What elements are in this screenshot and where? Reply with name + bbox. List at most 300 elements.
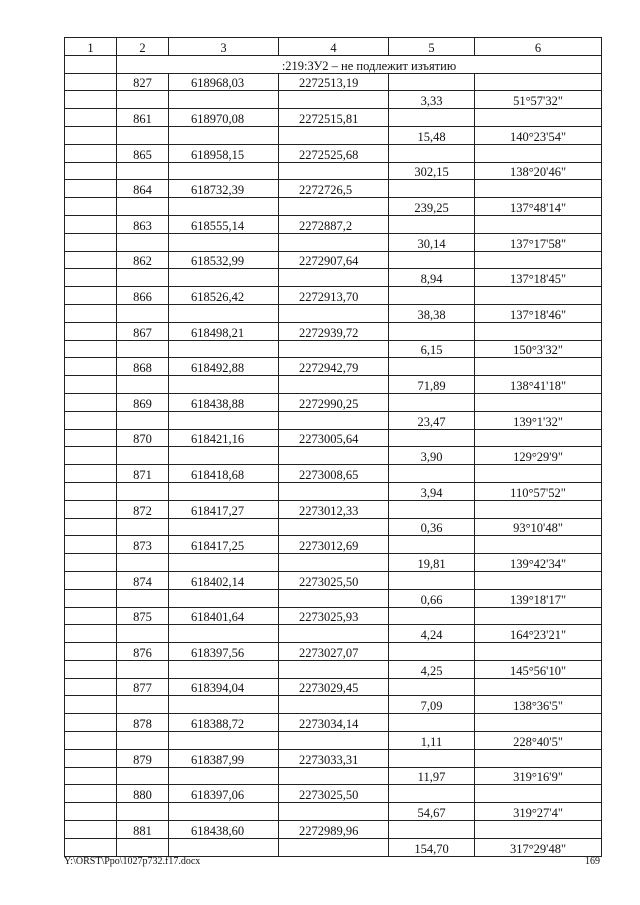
coord-y: 2273025,50 — [279, 785, 389, 803]
empty-cell — [169, 518, 279, 536]
empty-cell — [65, 429, 117, 447]
empty-cell — [117, 304, 169, 322]
empty-cell — [279, 198, 389, 216]
coord-y: 2272907,64 — [279, 251, 389, 269]
segment-length: 30,14 — [389, 233, 475, 251]
segment-bearing: 137°18'45" — [475, 269, 602, 287]
coord-x: 618417,25 — [169, 536, 279, 554]
header-col-1: 1 — [65, 38, 117, 56]
coord-y: 2273025,93 — [279, 607, 389, 625]
segment-length: 1,11 — [389, 732, 475, 750]
empty-cell — [65, 287, 117, 305]
empty-cell — [65, 340, 117, 358]
empty-cell — [475, 215, 602, 233]
empty-cell — [279, 233, 389, 251]
empty-cell — [117, 625, 169, 643]
empty-cell — [475, 465, 602, 483]
point-number: 864 — [117, 180, 169, 198]
empty-cell — [65, 73, 117, 91]
segment-length: 0,66 — [389, 589, 475, 607]
segment-row — [65, 126, 602, 144]
coord-y: 2272525,68 — [279, 144, 389, 162]
empty-cell — [279, 376, 389, 394]
point-row — [65, 749, 602, 767]
coord-y: 2273029,45 — [279, 678, 389, 696]
empty-cell — [65, 643, 117, 661]
footer-file-path: Y:\ORST\Ppo\1027p732.f17.docx — [64, 856, 201, 867]
empty-cell — [65, 109, 117, 127]
point-number: 878 — [117, 714, 169, 732]
section-row — [65, 55, 602, 73]
segment-row — [65, 162, 602, 180]
coord-x: 618397,06 — [169, 785, 279, 803]
empty-cell — [169, 198, 279, 216]
empty-cell — [475, 500, 602, 518]
empty-cell — [65, 660, 117, 678]
empty-cell — [169, 767, 279, 785]
segment-length: 23,47 — [389, 411, 475, 429]
empty-cell — [475, 180, 602, 198]
empty-cell — [65, 536, 117, 554]
point-number: 867 — [117, 322, 169, 340]
segment-row — [65, 589, 602, 607]
empty-cell — [475, 144, 602, 162]
empty-cell — [475, 109, 602, 127]
empty-cell — [389, 536, 475, 554]
empty-cell — [65, 180, 117, 198]
empty-cell — [279, 803, 389, 821]
coord-x: 618421,16 — [169, 429, 279, 447]
coord-x: 618438,88 — [169, 393, 279, 411]
point-number: 863 — [117, 215, 169, 233]
point-row — [65, 144, 602, 162]
empty-cell — [65, 821, 117, 839]
empty-cell — [279, 162, 389, 180]
coord-x: 618526,42 — [169, 287, 279, 305]
empty-cell — [65, 554, 117, 572]
empty-cell — [389, 322, 475, 340]
empty-cell — [65, 785, 117, 803]
empty-cell — [279, 660, 389, 678]
segment-length: 19,81 — [389, 554, 475, 572]
point-number: 861 — [117, 109, 169, 127]
point-number: 871 — [117, 465, 169, 483]
segment-bearing: 110°57'52" — [475, 482, 602, 500]
footer-page-number: 169 — [585, 856, 600, 867]
coord-x: 618388,72 — [169, 714, 279, 732]
point-number: 881 — [117, 821, 169, 839]
empty-cell — [65, 198, 117, 216]
coord-x: 618438,60 — [169, 821, 279, 839]
header-col-3: 3 — [169, 38, 279, 56]
segment-length: 4,24 — [389, 625, 475, 643]
empty-cell — [169, 660, 279, 678]
segment-row — [65, 482, 602, 500]
coordinates-table-body — [65, 38, 602, 857]
empty-cell — [389, 251, 475, 269]
empty-cell — [389, 358, 475, 376]
point-number: 873 — [117, 536, 169, 554]
segment-row — [65, 625, 602, 643]
empty-cell — [117, 233, 169, 251]
empty-cell — [389, 429, 475, 447]
empty-cell — [117, 447, 169, 465]
point-number: 865 — [117, 144, 169, 162]
empty-cell — [389, 180, 475, 198]
point-number: 874 — [117, 571, 169, 589]
segment-bearing: 138°36'5" — [475, 696, 602, 714]
point-row — [65, 465, 602, 483]
empty-cell — [279, 482, 389, 500]
empty-cell — [117, 732, 169, 750]
empty-cell — [169, 162, 279, 180]
empty-cell — [65, 625, 117, 643]
empty-cell — [117, 269, 169, 287]
empty-cell — [117, 589, 169, 607]
empty-cell — [169, 126, 279, 144]
empty-cell — [475, 429, 602, 447]
empty-cell — [65, 376, 117, 394]
segment-bearing: 140°23'54" — [475, 126, 602, 144]
segment-length: 3,90 — [389, 447, 475, 465]
empty-cell — [475, 643, 602, 661]
empty-cell — [65, 571, 117, 589]
empty-cell — [475, 536, 602, 554]
point-row — [65, 215, 602, 233]
segment-bearing: 164°23'21" — [475, 625, 602, 643]
coord-y: 2272513,19 — [279, 73, 389, 91]
segment-length: 239,25 — [389, 198, 475, 216]
segment-length: 7,09 — [389, 696, 475, 714]
empty-cell — [65, 465, 117, 483]
empty-cell — [65, 393, 117, 411]
empty-cell — [389, 785, 475, 803]
empty-cell — [117, 803, 169, 821]
segment-length: 302,15 — [389, 162, 475, 180]
empty-cell — [169, 233, 279, 251]
section-empty-cell — [65, 55, 117, 73]
segment-length: 3,33 — [389, 91, 475, 109]
empty-cell — [169, 554, 279, 572]
empty-cell — [65, 696, 117, 714]
empty-cell — [65, 215, 117, 233]
empty-cell — [169, 803, 279, 821]
header-col-2: 2 — [117, 38, 169, 56]
empty-cell — [475, 287, 602, 305]
segment-row — [65, 91, 602, 109]
segment-length: 11,97 — [389, 767, 475, 785]
empty-cell — [279, 91, 389, 109]
empty-cell — [389, 109, 475, 127]
coord-x: 618418,68 — [169, 465, 279, 483]
segment-bearing: 228°40'5" — [475, 732, 602, 750]
segment-row — [65, 340, 602, 358]
segment-row — [65, 304, 602, 322]
empty-cell — [169, 838, 279, 856]
segment-bearing: 137°48'14" — [475, 198, 602, 216]
segment-bearing: 129°29'9" — [475, 447, 602, 465]
empty-cell — [279, 589, 389, 607]
empty-cell — [475, 322, 602, 340]
segment-length: 4,25 — [389, 660, 475, 678]
segment-row — [65, 447, 602, 465]
empty-cell — [117, 376, 169, 394]
empty-cell — [475, 749, 602, 767]
coord-y: 2273012,33 — [279, 500, 389, 518]
point-number: 862 — [117, 251, 169, 269]
empty-cell — [389, 287, 475, 305]
segment-length: 154,70 — [389, 838, 475, 856]
empty-cell — [389, 571, 475, 589]
empty-cell — [65, 91, 117, 109]
empty-cell — [389, 607, 475, 625]
empty-cell — [65, 838, 117, 856]
empty-cell — [279, 269, 389, 287]
empty-cell — [169, 376, 279, 394]
empty-cell — [279, 767, 389, 785]
point-number: 866 — [117, 287, 169, 305]
header-col-4: 4 — [279, 38, 389, 56]
segment-bearing: 319°16'9" — [475, 767, 602, 785]
segment-row — [65, 767, 602, 785]
empty-cell — [117, 126, 169, 144]
empty-cell — [65, 749, 117, 767]
coord-x: 618970,08 — [169, 109, 279, 127]
empty-cell — [117, 696, 169, 714]
segment-bearing: 317°29'48" — [475, 838, 602, 856]
coord-y: 2273008,65 — [279, 465, 389, 483]
point-number: 869 — [117, 393, 169, 411]
empty-cell — [65, 518, 117, 536]
empty-cell — [65, 767, 117, 785]
segment-row — [65, 838, 602, 856]
segment-row — [65, 660, 602, 678]
empty-cell — [65, 144, 117, 162]
empty-cell — [117, 411, 169, 429]
segment-bearing: 319°27'4" — [475, 803, 602, 821]
coord-y: 2272939,72 — [279, 322, 389, 340]
empty-cell — [65, 233, 117, 251]
coord-y: 2272515,81 — [279, 109, 389, 127]
coord-x: 618387,99 — [169, 749, 279, 767]
point-row — [65, 393, 602, 411]
empty-cell — [389, 714, 475, 732]
segment-row — [65, 803, 602, 821]
point-row — [65, 287, 602, 305]
point-row — [65, 536, 602, 554]
coord-y: 2273025,50 — [279, 571, 389, 589]
empty-cell — [65, 678, 117, 696]
point-row — [65, 571, 602, 589]
segment-row — [65, 376, 602, 394]
point-number: 880 — [117, 785, 169, 803]
segment-length: 8,94 — [389, 269, 475, 287]
point-number: 868 — [117, 358, 169, 376]
empty-cell — [169, 91, 279, 109]
empty-cell — [475, 607, 602, 625]
empty-cell — [389, 821, 475, 839]
empty-cell — [117, 518, 169, 536]
segment-row — [65, 696, 602, 714]
empty-cell — [169, 732, 279, 750]
point-number: 875 — [117, 607, 169, 625]
point-row — [65, 678, 602, 696]
empty-cell — [169, 340, 279, 358]
empty-cell — [475, 251, 602, 269]
empty-cell — [475, 678, 602, 696]
empty-cell — [65, 162, 117, 180]
empty-cell — [169, 304, 279, 322]
empty-cell — [475, 714, 602, 732]
empty-cell — [169, 411, 279, 429]
segment-length: 6,15 — [389, 340, 475, 358]
coord-x: 618394,04 — [169, 678, 279, 696]
empty-cell — [475, 73, 602, 91]
empty-cell — [389, 678, 475, 696]
point-row — [65, 73, 602, 91]
point-row — [65, 358, 602, 376]
coord-x: 618397,56 — [169, 643, 279, 661]
segment-length: 0,36 — [389, 518, 475, 536]
empty-cell — [65, 803, 117, 821]
segment-row — [65, 233, 602, 251]
segment-row — [65, 732, 602, 750]
point-number: 827 — [117, 73, 169, 91]
point-row — [65, 643, 602, 661]
empty-cell — [117, 198, 169, 216]
empty-cell — [279, 518, 389, 536]
segment-length: 71,89 — [389, 376, 475, 394]
empty-cell — [279, 447, 389, 465]
segment-bearing: 139°1'32" — [475, 411, 602, 429]
empty-cell — [65, 126, 117, 144]
empty-cell — [65, 251, 117, 269]
coord-x: 618532,99 — [169, 251, 279, 269]
empty-cell — [117, 91, 169, 109]
segment-length: 38,38 — [389, 304, 475, 322]
empty-cell — [65, 482, 117, 500]
empty-cell — [389, 500, 475, 518]
empty-cell — [65, 269, 117, 287]
segment-bearing: 138°41'18" — [475, 376, 602, 394]
segment-bearing: 139°42'34" — [475, 554, 602, 572]
empty-cell — [169, 447, 279, 465]
point-row — [65, 714, 602, 732]
empty-cell — [169, 696, 279, 714]
segment-length: 15,48 — [389, 126, 475, 144]
empty-cell — [117, 340, 169, 358]
empty-cell — [279, 304, 389, 322]
coord-y: 2272990,25 — [279, 393, 389, 411]
point-row — [65, 180, 602, 198]
segment-row — [65, 411, 602, 429]
segment-bearing: 138°20'46" — [475, 162, 602, 180]
coord-y: 2273034,14 — [279, 714, 389, 732]
empty-cell — [169, 625, 279, 643]
coord-x: 618968,03 — [169, 73, 279, 91]
empty-cell — [279, 411, 389, 429]
point-number: 876 — [117, 643, 169, 661]
point-row — [65, 322, 602, 340]
section-title: :219:ЗУ2 – не подлежит изъятию — [117, 55, 602, 73]
empty-cell — [117, 660, 169, 678]
empty-cell — [389, 643, 475, 661]
coord-y: 2273012,69 — [279, 536, 389, 554]
empty-cell — [475, 571, 602, 589]
segment-bearing: 137°18'46" — [475, 304, 602, 322]
empty-cell — [65, 322, 117, 340]
empty-cell — [389, 465, 475, 483]
segment-bearing: 145°56'10" — [475, 660, 602, 678]
empty-cell — [279, 625, 389, 643]
coord-x: 618402,14 — [169, 571, 279, 589]
empty-cell — [65, 447, 117, 465]
segment-bearing: 93°10'48" — [475, 518, 602, 536]
point-row — [65, 500, 602, 518]
coord-y: 2273033,31 — [279, 749, 389, 767]
segment-bearing: 150°3'32" — [475, 340, 602, 358]
empty-cell — [117, 767, 169, 785]
point-row — [65, 109, 602, 127]
empty-cell — [117, 482, 169, 500]
empty-cell — [65, 589, 117, 607]
empty-cell — [475, 393, 602, 411]
point-number: 877 — [117, 678, 169, 696]
segment-bearing: 51°57'32" — [475, 91, 602, 109]
empty-cell — [475, 358, 602, 376]
segment-row — [65, 198, 602, 216]
empty-cell — [279, 554, 389, 572]
empty-cell — [279, 732, 389, 750]
point-row — [65, 607, 602, 625]
empty-cell — [65, 500, 117, 518]
empty-cell — [389, 73, 475, 91]
segment-length: 3,94 — [389, 482, 475, 500]
point-number: 870 — [117, 429, 169, 447]
coord-x: 618417,27 — [169, 500, 279, 518]
empty-cell — [475, 785, 602, 803]
segment-row — [65, 518, 602, 536]
empty-cell — [65, 732, 117, 750]
empty-cell — [117, 162, 169, 180]
point-row — [65, 785, 602, 803]
coord-y: 2272942,79 — [279, 358, 389, 376]
point-number: 872 — [117, 500, 169, 518]
segment-length: 54,67 — [389, 803, 475, 821]
empty-cell — [389, 749, 475, 767]
coord-y: 2272726,5 — [279, 180, 389, 198]
coord-x: 618732,39 — [169, 180, 279, 198]
coord-x: 618958,15 — [169, 144, 279, 162]
coord-x: 618401,64 — [169, 607, 279, 625]
coord-y: 2272913,70 — [279, 287, 389, 305]
empty-cell — [169, 269, 279, 287]
empty-cell — [279, 126, 389, 144]
empty-cell — [65, 607, 117, 625]
empty-cell — [117, 554, 169, 572]
empty-cell — [279, 696, 389, 714]
empty-cell — [169, 482, 279, 500]
empty-cell — [65, 304, 117, 322]
point-row — [65, 429, 602, 447]
header-col-5: 5 — [389, 38, 475, 56]
empty-cell — [65, 411, 117, 429]
coord-x: 618492,88 — [169, 358, 279, 376]
coord-x: 618555,14 — [169, 215, 279, 233]
coord-y: 2272989,96 — [279, 821, 389, 839]
empty-cell — [169, 589, 279, 607]
point-number: 879 — [117, 749, 169, 767]
